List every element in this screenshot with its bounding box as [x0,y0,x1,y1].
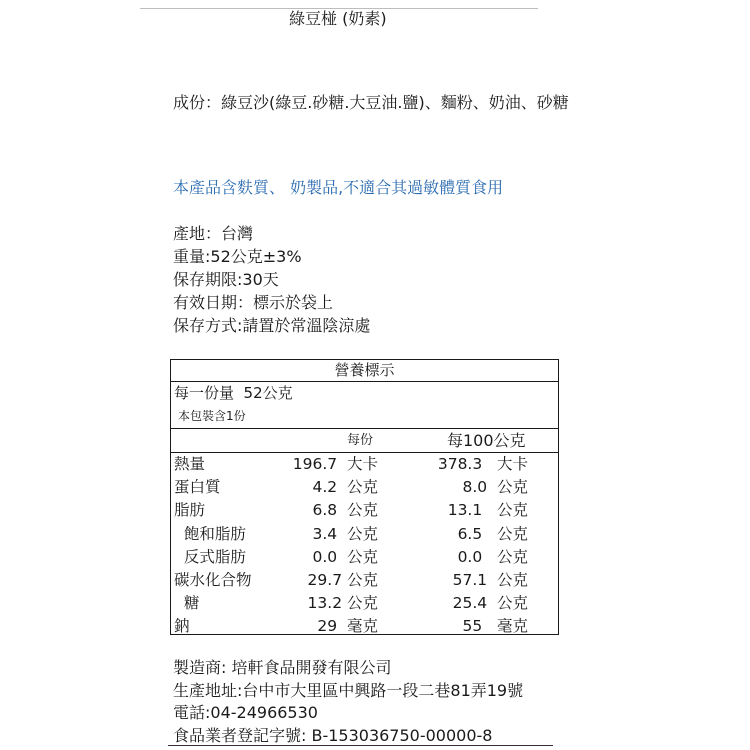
servings-per-package: 本包裝含1份 [171,404,558,429]
nutrition-rows [171,453,558,639]
nutrition-row [171,523,558,546]
nutrient-per-100g: 25.4 公克 [452,594,528,613]
nutrient-name: 鈉 [174,617,190,636]
storage-line: 保存方式:請置於常溫陰涼處 [173,316,371,335]
nutrition-facts-table [170,359,559,635]
nutrient-per-100g: 8.0 公克 [462,478,528,497]
nutrient-per-serving: 29.7 公克 [307,570,378,589]
phone-number: 電話:04-24966530 [173,703,318,722]
nutrition-row [171,453,558,476]
ingredients-text: 成份：綠豆沙(綠豆.砂糖.大豆油.鹽)、麵粉、奶油、砂糖 [173,93,569,112]
nutrient-name: 蛋白質 [174,478,221,497]
manufacturer-info [173,657,523,747]
nutrient-name: 碳水化合物 [174,570,252,589]
nutrient-name: 熱量 [174,455,206,473]
nutrition-row [171,546,558,569]
nutrient-name: 反式脂肪 [174,547,246,566]
nutrient-per-serving: 196.7 大卡 [292,455,378,473]
expiry-line: 有效日期：標示於袋上 [173,293,334,312]
manufacturer-name: 製造商: 培軒食品開發有限公司 [173,658,392,677]
nutrient-name: 脂肪 [174,501,206,520]
nutrition-column-header [171,429,558,453]
allergen-warning: 本產品含麩質、 奶製品,不適合其過敏體質食用 [173,178,504,197]
per-serving-header: 每份 [347,433,374,448]
nutrient-per-serving: 3.4 公克 [312,524,378,543]
nutrition-row [171,476,558,499]
origin-line: 產地：台灣 [173,224,254,243]
nutrient-name: 糖 [174,594,200,613]
food-business-registration: 食品業者登記字號: B-153036750-00000-8 [173,725,493,745]
nutrient-per-serving: 6.8 公克 [312,501,378,520]
nutrient-per-100g: 55 毫克 [462,617,528,636]
product-title: 綠豆椪 (奶素) [289,9,387,28]
nutrient-per-100g: 378.3 大卡 [437,455,528,473]
production-address: 生產地址:台中市大里區中興路一段二巷81弄19號 [173,680,524,700]
nutrient-per-100g: 0.0 公克 [457,547,528,566]
serving-size: 每一份量 52公克 [174,384,293,402]
nutrient-per-serving: 29 毫克 [317,617,378,636]
shelf-life-line: 保存期限:30天 [173,270,279,289]
product-info [173,222,370,337]
bottom-divider [168,745,553,746]
per-100g-header: 每100公克 [447,431,526,450]
nutrient-per-100g: 6.5 公克 [457,524,528,543]
nutrition-row [171,615,558,638]
nutrient-per-serving: 0.0 公克 [312,547,378,566]
nutrient-per-serving: 4.2 公克 [312,478,378,497]
nutrition-row [171,499,558,522]
nutrition-title: 營養標示 [171,360,558,382]
nutrition-row [171,592,558,615]
nutrient-name: 飽和脂肪 [174,524,246,543]
nutrient-per-100g: 13.1 公克 [447,501,528,520]
nutrition-row [171,569,558,592]
nutrient-per-serving: 13.2 公克 [307,594,378,613]
weight-line: 重量:52公克±3% [173,247,302,266]
nutrient-per-100g: 57.1 公克 [452,570,528,589]
